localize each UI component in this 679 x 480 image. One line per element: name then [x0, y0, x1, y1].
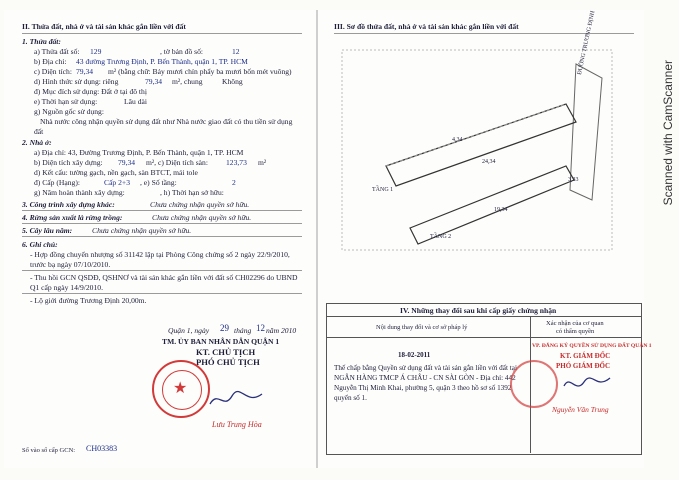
usage-form-label: d) Hình thức sử dụng: riêng	[34, 77, 119, 86]
official-seal-left: ★	[152, 360, 210, 418]
structure: d) Kết cấu: tường gạch, nền gạch, sàn BTCT, mái tole	[34, 168, 198, 177]
perennial-label: 5. Cây lâu năm:	[22, 226, 73, 235]
perennial-value: Chưa chứng nhận quyền sở hữu.	[92, 226, 192, 235]
address-label: b) Địa chỉ:	[34, 57, 67, 66]
address-value: 43 đường Trương Định, P. Bến Thành, quận 1, TP. HCM	[76, 57, 248, 66]
grade-label: đ) Cấp (Hạng):	[34, 178, 80, 187]
usage-term-value: Lâu dài	[124, 97, 147, 106]
section-ii-title: II. Thửa đất, nhà ở và tài sản khác gắn liền với đất	[22, 22, 186, 31]
divider	[22, 210, 302, 211]
signer-name: Lưu Trung Hòa	[212, 420, 262, 429]
dimension-2: 24,34	[482, 159, 496, 165]
floor-2-label: TẦNG 2	[430, 234, 452, 240]
changes-title: IV. Những thay đổi sau khi cấp giấy chứng nhận	[400, 306, 557, 315]
entry-line-1: Thế chấp bằng Quyền sử dụng đất và tài sản gắn liền với đất tại	[334, 364, 517, 372]
usage-form-value: 79,34	[145, 77, 163, 86]
signature-right	[560, 372, 614, 396]
dimension-3: 19,34	[494, 207, 508, 213]
built-area-label: b) Diện tích xây dựng:	[34, 158, 103, 167]
dimension-1: 4,34	[452, 137, 463, 143]
house-address: a) Địa chỉ: 43, Đường Trương Định, P. Bến Thành, quận 1, TP. HCM	[34, 148, 244, 157]
scanner-watermark: Scanned with CamScanner	[661, 60, 675, 206]
signature-left	[206, 386, 266, 412]
other-construction-label: 3. Công trình xây dựng khác:	[22, 200, 115, 209]
note-2a: - Thu hồi GCN QSDĐ, QSHNƠ và tài sản khác gắn liền với đất số CH02296 do UBND	[30, 273, 298, 282]
area-unit: m² (bằng chữ: Bảy mươi chín phẩy ba mươi bốn mét vuông)	[108, 67, 292, 76]
land-header: 1. Thửa đất:	[22, 37, 61, 46]
entry-date: 18-02-2011	[398, 351, 431, 359]
issue-date-year: năm 2010	[266, 326, 297, 335]
floor-area-unit: m²	[258, 158, 267, 167]
divider	[22, 33, 302, 34]
origin-label: g) Nguồn gốc sử dụng:	[34, 107, 104, 116]
registry-label: Số vào sổ cấp GCN:	[22, 447, 76, 454]
divider	[22, 293, 302, 294]
other-construction-value: Chưa chứng nhận quyền sở hữu.	[150, 200, 250, 209]
origin-value-1: Nhà nước công nhận quyền sử dụng đất như Nhà nước giao đất có thu tiền sử dụng	[40, 117, 293, 126]
page-fold	[316, 10, 318, 468]
issue-date-day: 29	[220, 323, 229, 333]
origin-value-2: đất	[34, 127, 44, 136]
note-1b: trước bạ ngày 07/10/2010.	[30, 260, 111, 269]
col-confirm-header-1: Xác nhận của cơ quan	[546, 320, 604, 327]
floor-area-value: 123,73	[226, 158, 247, 167]
forest-value: Chưa chứng nhận quyền sở hữu.	[152, 213, 252, 222]
registry-value: CH03383	[86, 444, 118, 453]
house-header: 2. Nhà ở:	[22, 138, 52, 147]
col-content-header: Nội dung thay đổi và cơ sở pháp lý	[376, 324, 468, 331]
usage-form-unit: m², chung	[172, 77, 203, 86]
table-rule	[326, 337, 641, 338]
usage-purpose: đ) Mục đích sử dụng: Đất ở tại đô thị	[34, 87, 147, 96]
issue-date-mid: tháng	[234, 326, 252, 335]
grade-value: Cấp 2+3	[104, 178, 131, 187]
issue-date-month: 12	[256, 323, 265, 333]
forest-label: 4. Rừng sản xuất là rừng trồng:	[22, 213, 123, 222]
floors-label: , e) Số tầng:	[140, 178, 177, 187]
floor-area-label: m², c) Diện tích sàn:	[146, 158, 208, 167]
divider	[22, 236, 302, 237]
stamp-signer-name: Nguyễn Văn Trung	[552, 405, 609, 414]
official-seal-right	[510, 360, 558, 408]
entry-line-3: Nguyễn Thị Minh Khai, phường 5, quận 3 theo hồ sơ số 1392	[334, 384, 512, 392]
col-confirm-header-2: có thẩm quyền	[556, 328, 595, 335]
land-parcel-label: a) Thửa đất số:	[34, 47, 80, 56]
issuing-org: TM. ỦY BAN NHÂN DÂN QUẬN 1	[162, 337, 280, 346]
divider	[22, 270, 302, 271]
entry-line-4: quyển số 1.	[334, 394, 367, 402]
ownership-term: , h) Thời hạn sở hữu:	[160, 188, 224, 197]
note-3: - Lộ giới đường Trương Định 20,00m.	[30, 296, 147, 305]
area-value: 79,34	[76, 67, 94, 76]
floor-1-label: TẦNG 1	[372, 187, 394, 193]
note-1a: - Hợp đồng chuyển nhượng số 31142 lập tại Phòng Công chứng số 2 ngày 22/9/2010,	[30, 250, 290, 259]
entry-line-2: NGÂN HÀNG TMCP Á CHÂU - CN SÀI GÒN - Địa chỉ: 442	[334, 374, 516, 382]
map-sheet-value: 12	[232, 47, 240, 56]
stamp-org: VP. ĐĂNG KÝ QUYỀN SỬ DỤNG ĐẤT QUẬN 1	[532, 343, 652, 349]
table-rule	[326, 316, 641, 317]
note-2b: Q1 cấp ngày 14/9/2010.	[30, 283, 103, 292]
notes-header: 6. Ghi chú:	[22, 240, 58, 249]
signer-role: PHÓ CHỦ TỊCH	[196, 357, 260, 367]
land-parcel-value: 129	[90, 47, 102, 56]
section-iii-title: III. Sơ đồ thửa đất, nhà ở và tài sản khác gắn liền với đất	[334, 22, 519, 31]
street-label: ĐƯỜNG TRƯƠNG ĐỊNH	[576, 10, 597, 76]
floors-value: 2	[232, 178, 236, 187]
map-sheet-label: , tờ bản đồ số:	[160, 47, 204, 56]
dimension-4: 3,33	[568, 177, 579, 183]
usage-common: Không	[222, 77, 243, 86]
signer-kt: KT. CHỦ TỊCH	[196, 347, 256, 357]
stamp-role: PHÓ GIÁM ĐỐC	[556, 362, 611, 370]
stamp-kt: KT. GIÁM ĐỐC	[560, 352, 611, 360]
usage-term-label: e) Thời hạn sử dụng:	[34, 97, 98, 106]
divider	[22, 223, 302, 224]
completion-year: g) Năm hoàn thành xây dựng:	[34, 188, 125, 197]
built-area-value: 79,34	[118, 158, 136, 167]
issue-date-prefix: Quận 1, ngày	[168, 326, 210, 335]
area-label: c) Diện tích:	[34, 67, 72, 76]
